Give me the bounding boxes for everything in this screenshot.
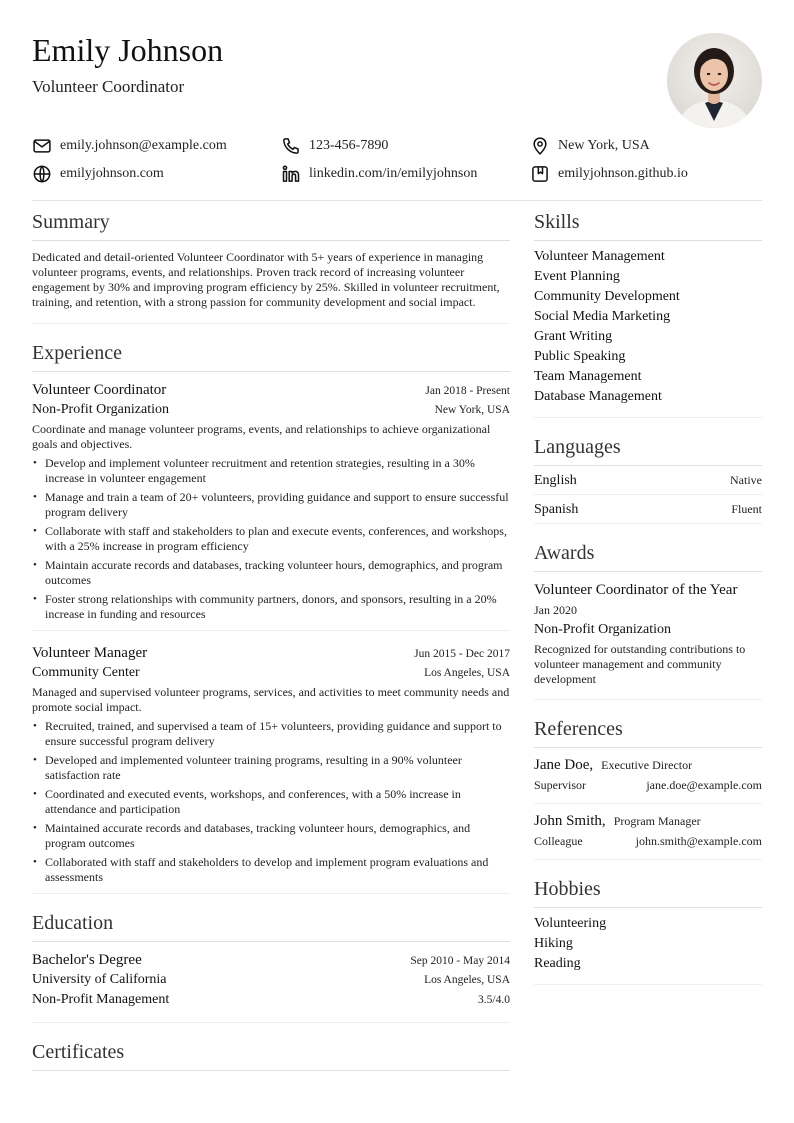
section-divider (534, 417, 762, 418)
job-location: New York, USA (434, 404, 510, 416)
education-location: Los Angeles, USA (424, 974, 510, 986)
avatar (667, 33, 762, 128)
language-item (534, 466, 762, 495)
contact-phone[interactable] (281, 133, 388, 159)
bullet-item: • Collaborate with staff and stakeholders to plan and execute events, conferences, and workshops, with a 25% increase in program efficiency (32, 524, 510, 554)
section-divider (32, 1022, 510, 1023)
contact-github[interactable] (530, 161, 688, 187)
job-bullets (32, 456, 510, 622)
globe-icon (32, 164, 52, 184)
gpa: 3.5/4.0 (478, 994, 510, 1006)
skill-item: Social Media Marketing (534, 309, 671, 324)
hobbies-list (534, 908, 762, 984)
education-item (32, 942, 510, 1022)
language-name: Spanish (534, 502, 579, 517)
education-date: Sep 2010 - May 2014 (410, 955, 510, 967)
contact-website[interactable] (32, 161, 164, 187)
location-text: New York, USA (558, 138, 650, 153)
experience-item (32, 631, 510, 885)
reference-relation: Supervisor (534, 778, 586, 792)
job-location: Los Angeles, USA (424, 667, 510, 679)
degree: Bachelor's Degree (32, 952, 142, 968)
hobby-item: Hiking (534, 936, 573, 951)
reference-name: Jane Doe, (534, 757, 594, 773)
bullet-item: • Coordinated and executed events, workshops, and conferences, with a 50% increase in attendance and participation (32, 787, 510, 817)
school: University of California (32, 972, 167, 987)
section-divider (534, 984, 762, 985)
linkedin-icon (281, 164, 301, 184)
reference-position: Executive Director (601, 758, 693, 772)
skills-section (534, 201, 762, 418)
bullet-item: • Developed and implemented volunteer training programs, resulting in a 90% volunteer satisfaction rate (32, 753, 510, 783)
job-role: Volunteer Manager (32, 645, 148, 661)
bullet-item: • Develop and implement volunteer recruitment and retention strategies, resulting in a 30% increase in volunteer engagement (32, 456, 510, 486)
skill-item: Public Speaking (534, 349, 626, 364)
github-text: emilyjohnson.github.io (558, 166, 688, 181)
profile-photo (667, 33, 762, 128)
skill-item: Database Management (534, 389, 662, 404)
field-of-study: Non-Profit Management (32, 992, 170, 1007)
job-description: Coordinate and manage volunteer programs, events, and relationships to achieve organizational goals and objectives. (32, 422, 491, 451)
experience-item (32, 372, 510, 622)
summary-section (32, 201, 510, 324)
section-title: Experience (32, 332, 510, 372)
bullet-item: • Maintained accurate records and databases, tracking volunteer hours, demographics, and program outcomes (32, 821, 510, 851)
website-text: emilyjohnson.com (60, 166, 164, 181)
skills-list (534, 241, 762, 417)
left-column (32, 201, 510, 1071)
section-divider (534, 699, 762, 700)
job-date: Jan 2018 - Present (425, 385, 510, 397)
contact-linkedin[interactable] (281, 161, 477, 187)
skill-item: Grant Writing (534, 329, 613, 344)
candidate-name: Emily Johnson (32, 32, 224, 68)
award-date: Jan 2020 (534, 603, 577, 617)
phone-icon (281, 136, 301, 156)
reference-name: John Smith, (534, 813, 606, 829)
job-role: Volunteer Coordinator (32, 382, 167, 398)
awards-section (534, 532, 762, 700)
section-title: Languages (534, 426, 762, 466)
email-text: emily.johnson@example.com (60, 138, 227, 153)
reference-relation: Colleague (534, 834, 583, 848)
award-description: Recognized for outstanding contributions to volunteer management and community development (534, 642, 746, 686)
section-title: Certificates (32, 1031, 510, 1071)
bullet-item: • Maintain accurate records and databases, tracking volunteer hours, demographics, and program outcomes (32, 558, 510, 588)
hobby-item: Volunteering (534, 916, 607, 931)
section-divider (32, 323, 510, 324)
bookmark-icon (530, 164, 550, 184)
section-title: Hobbies (534, 868, 762, 908)
bullet-item: • Foster strong relationships with community partners, donors, and sponsors, resulting in a 20% increase in funding and resources (32, 592, 510, 622)
skill-item: Community Development (534, 289, 680, 304)
job-org: Community Center (32, 665, 140, 680)
job-description: Managed and supervised volunteer programs, services, and activities to meet community needs and promote social impact. (32, 685, 510, 714)
bullet-item: • Recruited, trained, and supervised a team of 15+ volunteers, providing guidance and support to ensure successful program delivery (32, 719, 510, 749)
reference-item (534, 804, 762, 860)
skill-item: Event Planning (534, 269, 620, 284)
reference-item (534, 748, 762, 804)
skill-item: Team Management (534, 369, 642, 384)
contact-location (530, 133, 650, 159)
language-name: English (534, 473, 577, 488)
certificates-section (32, 1031, 510, 1071)
bullet-item: • Manage and train a team of 20+ volunteers, providing guidance and support to ensure successful program delivery (32, 490, 510, 520)
experience-section (32, 332, 510, 894)
job-date: Jun 2015 - Dec 2017 (414, 648, 510, 660)
language-level: Fluent (731, 502, 762, 516)
phone-text: 123-456-7890 (309, 138, 389, 153)
hobby-item: Reading (534, 956, 581, 971)
references-section (534, 708, 762, 860)
hobbies-section (534, 868, 762, 985)
job-org: Non-Profit Organization (32, 402, 169, 417)
reference-email[interactable]: jane.doe@example.com (646, 778, 762, 792)
education-section (32, 902, 510, 1023)
language-item (534, 495, 762, 524)
section-title: References (534, 708, 762, 748)
linkedin-text: linkedin.com/in/emilyjohnson (309, 166, 478, 181)
summary-text: Dedicated and detail-oriented Volunteer Coordinator with 5+ years of experience in managing volunteer programs, events, and relationships. Proven track record of increasing volunteer engagement by 30% and improving program efficiency by 25%. Skilled in volunteer recruitment, training, and retention, with a strong passion for community development and social impact. (32, 250, 500, 309)
section-title: Skills (534, 201, 762, 241)
language-level: Native (730, 473, 762, 487)
section-divider (32, 893, 510, 894)
section-title: Awards (534, 532, 762, 572)
reference-position: Program Manager (613, 814, 701, 828)
reference-email[interactable]: john.smith@example.com (635, 834, 762, 848)
languages-section (534, 426, 762, 524)
section-title: Summary (32, 201, 510, 241)
skill-item: Volunteer Management (534, 249, 665, 264)
award-title: Volunteer Coordinator of the Year (534, 582, 738, 598)
award-item (534, 572, 762, 699)
mail-icon (32, 136, 52, 156)
award-org: Non-Profit Organization (534, 622, 671, 637)
candidate-title: Volunteer Coordinator (32, 77, 185, 96)
bullet-item: • Collaborated with staff and stakeholders to develop and implement program evaluations and assessments (32, 855, 510, 885)
map-pin-icon (530, 136, 550, 156)
job-bullets (32, 719, 510, 885)
right-column (534, 201, 762, 985)
section-title: Education (32, 902, 510, 942)
contact-email[interactable] (32, 133, 227, 159)
